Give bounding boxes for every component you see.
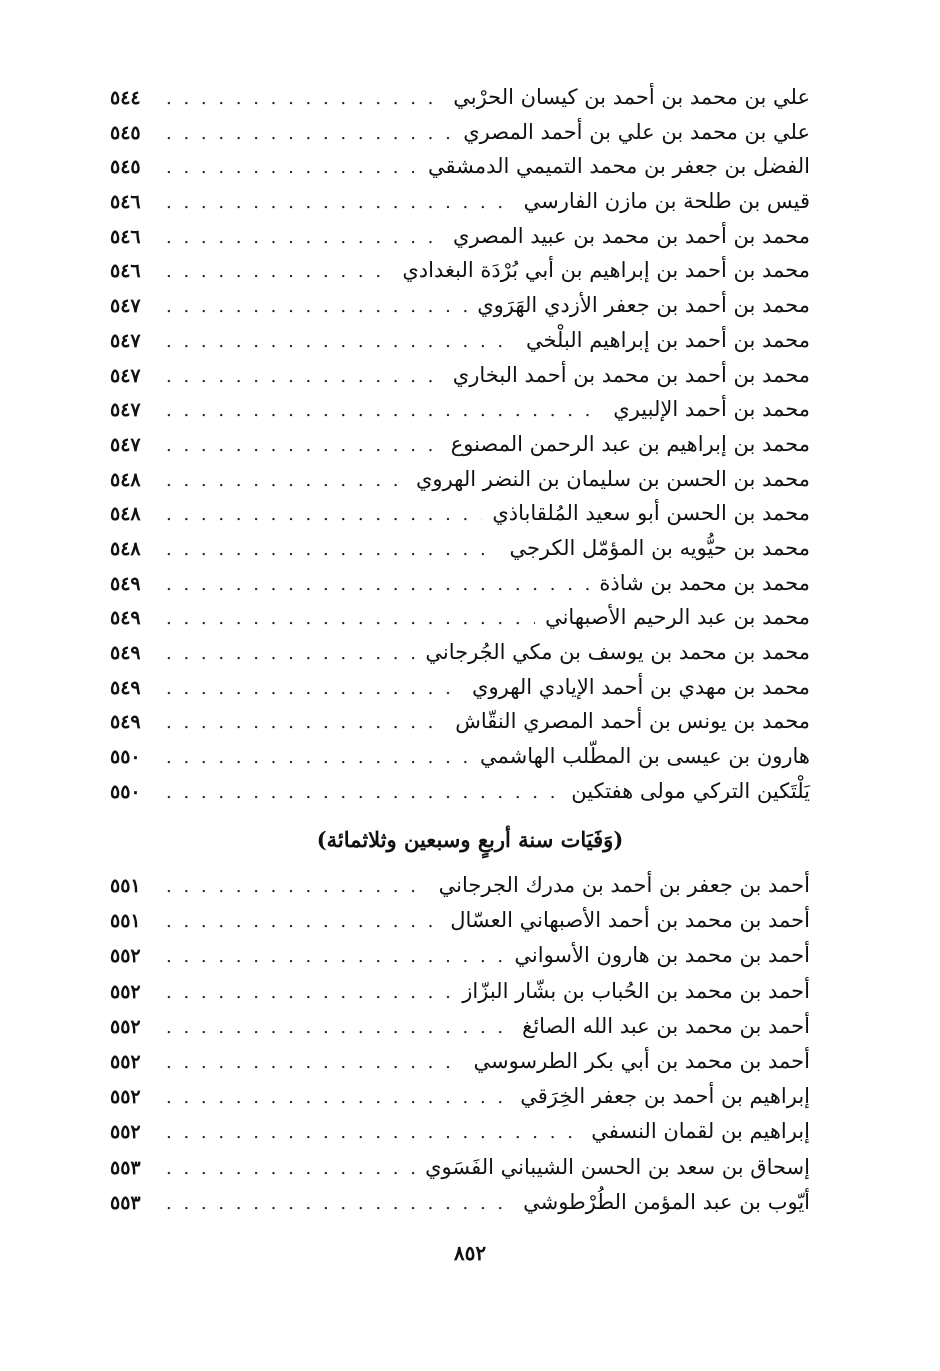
entry-page: ٥٥٣ xyxy=(110,1156,141,1179)
leader-dots xyxy=(166,637,415,672)
entry-name: أحمد بن محمد بن عبد الله الصائغ xyxy=(522,1013,810,1038)
entry-name: محمد بن أحمد بن محمد بن عبيد المصري xyxy=(453,223,810,248)
leader-dots xyxy=(166,186,514,221)
leader-dots xyxy=(166,394,603,429)
entry-name: محمد بن محمد بن يوسف بن مكي الجُرجاني xyxy=(425,640,810,664)
index-entry xyxy=(110,288,810,323)
index-entry xyxy=(110,219,810,254)
index-entry xyxy=(110,323,810,358)
entry-name: أحمد بن جعفر بن أحمد بن مدرك الجرجاني xyxy=(438,873,810,897)
index-entry xyxy=(110,1009,810,1044)
leader-dots xyxy=(166,429,441,464)
entry-page: ٥٤٩ xyxy=(110,572,141,595)
entry-page: ٥٤٧ xyxy=(110,329,141,352)
entry-page: ٥٤٥ xyxy=(110,121,141,144)
leader-dots xyxy=(166,568,589,603)
entry-page: ٥٥٢ xyxy=(110,1086,141,1109)
entry-page: ٥٤٤ xyxy=(110,87,141,109)
leader-dots xyxy=(166,1045,464,1080)
entry-name: محمد بن مهدي بن أحمد الإيادي الهروي xyxy=(472,674,810,699)
entry-page: ٥٥١ xyxy=(110,910,141,933)
index-entry xyxy=(110,600,810,635)
page-number: ٨٥٢ xyxy=(453,1241,487,1265)
entry-page: ٥٤٥ xyxy=(110,156,141,179)
index-entry xyxy=(110,462,810,497)
entry-name: محمد بن أحمد بن محمد بن أحمد البخاري xyxy=(452,362,810,387)
leader-dots xyxy=(166,82,443,117)
entry-page: ٥٤٨ xyxy=(110,537,141,560)
entry-name: محمد بن إبراهيم بن عبد الرحمن المصنوع xyxy=(450,431,810,456)
entry-name: الفضل بن جعفر بن محمد التميمي الدمشقي xyxy=(427,154,810,179)
entry-page: ٥٤٨ xyxy=(110,503,141,526)
leader-dots xyxy=(166,706,445,741)
index-entry xyxy=(110,704,810,739)
entry-page: ٥٥٢ xyxy=(110,980,141,1003)
entry-name: قيس بن طلحة بن مازن الفارسي xyxy=(523,189,810,214)
index-entry xyxy=(110,496,810,531)
leader-dots xyxy=(166,1080,510,1115)
entry-page: ٥٥١ xyxy=(110,875,141,897)
entry-page: ٥٤٧ xyxy=(110,399,141,422)
entry-page: ٥٤٩ xyxy=(110,711,141,734)
section-heading: (وَفَيَات سنة أربعٍ وسبعين وثلاثمائة) xyxy=(316,827,624,852)
leader-dots xyxy=(166,255,392,290)
index-entry xyxy=(110,868,810,903)
leader-dots xyxy=(166,1010,512,1045)
index-entry xyxy=(110,427,810,462)
index-entry xyxy=(110,1044,810,1079)
entry-name: محمد بن أحمد بن إبراهيم البلْخي xyxy=(525,327,810,352)
entry-page: ٥٤٦ xyxy=(110,191,141,214)
leader-dots xyxy=(166,869,429,904)
entry-page: ٥٥٠ xyxy=(110,780,141,803)
leader-dots xyxy=(166,290,467,325)
index-entry xyxy=(110,670,810,705)
entry-page: ٥٤٦ xyxy=(110,260,141,283)
entry-name: محمد بن أحمد بن جعفر الأزدي الهَرَوي xyxy=(477,293,810,318)
index-entry xyxy=(110,903,810,938)
entry-name: محمد بن عبد الرحيم الأصبهاني xyxy=(545,605,810,630)
entry-name: أيّوب بن عبد المؤمن الطُرْطوشي xyxy=(523,1189,810,1214)
index-entry xyxy=(110,566,810,601)
entry-name: علي بن محمد بن علي بن أحمد المصري xyxy=(463,119,810,144)
index-entry xyxy=(110,739,810,774)
entry-page: ٥٤٦ xyxy=(110,225,141,248)
leader-dots xyxy=(166,498,482,533)
entry-name: أحمد بن محمد بن أبي بكر الطرسوسي xyxy=(473,1048,810,1073)
index-list-before xyxy=(110,80,810,808)
leader-dots xyxy=(166,939,504,974)
entry-page: ٥٤٨ xyxy=(110,468,141,491)
entry-page: ٥٥٢ xyxy=(110,1050,141,1073)
leader-dots xyxy=(166,904,440,939)
leader-dots xyxy=(166,1151,415,1186)
entry-name: محمد بن أحمد الإلبيري xyxy=(613,397,810,422)
index-entry xyxy=(110,1114,810,1149)
entry-name: إبراهيم بن لقمان النسفي xyxy=(591,1119,810,1144)
entry-page: ٥٤٩ xyxy=(110,642,141,664)
leader-dots xyxy=(166,1186,513,1221)
entry-name: هارون بن عيسى بن المطّلب الهاشمي xyxy=(479,744,810,769)
entry-name: يَلْتَكين التركي مولى هفتكين xyxy=(571,778,810,803)
leader-dots xyxy=(166,117,453,152)
entry-page: ٥٥٠ xyxy=(110,746,141,769)
entry-page: ٥٥٢ xyxy=(110,1015,141,1038)
leader-dots xyxy=(166,464,406,499)
index-entry xyxy=(110,115,810,150)
entry-name: إبراهيم بن أحمد بن جعفر الخِرَقي xyxy=(520,1084,810,1109)
entry-page: ٥٥٢ xyxy=(110,1121,141,1144)
entry-page: ٥٤٧ xyxy=(110,364,141,387)
index-entry xyxy=(110,531,810,566)
leader-dots xyxy=(166,776,561,811)
index-entry xyxy=(110,392,810,427)
entry-name: محمد بن الحسن بن سليمان بن النضر الهروي xyxy=(416,466,810,491)
entry-name: محمد بن محمد بن شاذة xyxy=(599,570,810,595)
index-entry xyxy=(110,253,810,288)
leader-dots xyxy=(166,360,443,395)
index-entry xyxy=(110,938,810,973)
leader-dots xyxy=(166,602,535,637)
entry-page: ٥٥٣ xyxy=(110,1191,141,1214)
entry-page: ٥٤٧ xyxy=(110,295,141,318)
entry-name: أحمد بن محمد بن أحمد الأصبهاني العسّال xyxy=(450,908,810,933)
leader-dots xyxy=(166,672,462,707)
leader-dots xyxy=(166,533,499,568)
entry-name: محمد بن الحسن أبو سعيد المُلقاباذي xyxy=(492,501,810,526)
entry-name: أحمد بن محمد بن هارون الأسواني xyxy=(514,943,810,968)
leader-dots xyxy=(166,325,516,360)
index-entry xyxy=(110,774,810,809)
index-entry xyxy=(110,974,810,1009)
entry-page: ٥٥٢ xyxy=(110,945,141,968)
entry-name: أحمد بن محمد بن الحُباب بن بشّار البزّاز xyxy=(462,978,810,1003)
entry-name: محمد بن أحمد بن إبراهيم بن أبي بُرْدَة البغدادي xyxy=(402,258,810,283)
entry-name: علي بن محمد بن أحمد بن كيسان الحرْبي xyxy=(453,85,810,109)
entry-page: ٥٤٩ xyxy=(110,607,141,630)
leader-dots xyxy=(166,975,452,1010)
index-list-after xyxy=(110,868,810,1220)
leader-dots xyxy=(166,221,443,256)
entry-name: محمد بن يونس بن أحمد المصري النقّاش xyxy=(455,709,810,734)
index-entry xyxy=(110,635,810,670)
index-entry xyxy=(110,1079,810,1114)
entry-page: ٥٤٩ xyxy=(110,676,141,699)
entry-page: ٥٤٧ xyxy=(110,433,141,456)
index-entry xyxy=(110,184,810,219)
index-entry xyxy=(110,1185,810,1220)
leader-dots xyxy=(166,1115,581,1150)
leader-dots xyxy=(166,151,418,186)
index-entry xyxy=(110,358,810,393)
index-entry xyxy=(110,80,810,115)
entry-name: محمد بن حيُّويه بن المؤمّل الكرجي xyxy=(509,535,810,560)
entry-name: إسحاق بن سعد بن الحسن الشيباني الفَسَوي xyxy=(425,1154,810,1179)
leader-dots xyxy=(166,741,470,776)
index-entry xyxy=(110,149,810,184)
index-entry xyxy=(110,1150,810,1185)
